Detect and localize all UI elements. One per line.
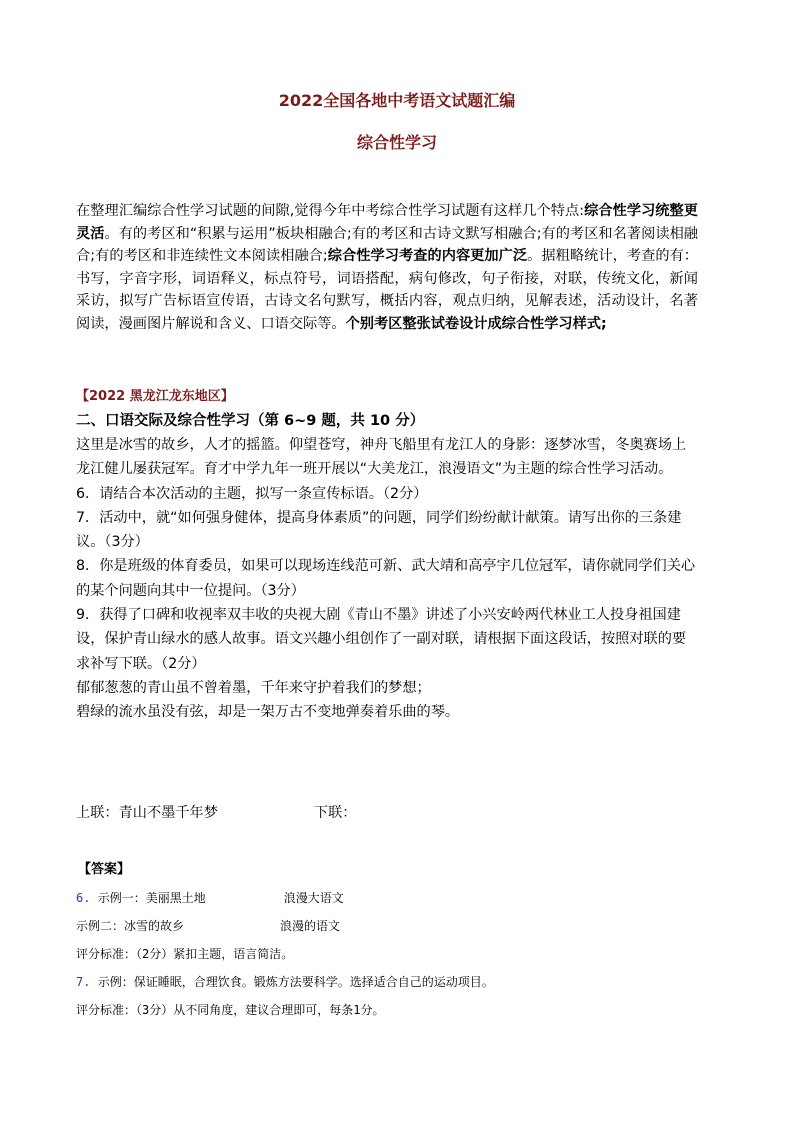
document-title: 2022全国各地中考语文试题汇编: [278, 91, 516, 110]
couplet-upper: 上联：青山不墨千年梦: [76, 805, 218, 821]
intro-bold-3: 个别考区整张试卷设计成综合性学习样式;: [345, 315, 607, 332]
answer-heading: 【答案】: [78, 862, 131, 877]
question-9: 9．获得了口碑和收视率双丰收的央视大剧《青山不墨》讲述了小兴安岭两代林业工人投身祖国建设，保护青山绿水的感人故事。语文兴趣小组创作了一副对联，请根据下面这段话，按照对联的要求补写下联。（2分）: [76, 607, 687, 672]
section-title: 二、口语交际及综合性学习（第 6~9 题，共 10 分）: [76, 413, 425, 429]
intro-text-1: 在整理汇编综合性学习试题的间隙,觉得今年中考综合性学习试题有这样几个特点:: [76, 203, 585, 219]
answer-7: [76, 973, 716, 990]
question-8: 8．你是班级的体育委员，如果可以现场连线范可新、武大靖和高亭宇几位冠军，请你就同学们关心的某个问题向其中一位提问。（3分）: [76, 558, 696, 599]
question-body: [76, 433, 698, 725]
intro-text-2: 。有的考区和“积累与运用”板块相融合;有的考区和古诗文默写相融合;有的考区和名著阅读相融合;有的考区和非连续性文本阅读相融合;: [76, 225, 698, 265]
answer-6-score: 评分标准：（2分）紧扣主题，语言简洁。: [76, 947, 294, 961]
poem-line-1: 郁郁葱葱的青山虽不曾着墨，千年来守护着我们的梦想；: [76, 679, 431, 696]
answer-7-number: 7.: [76, 975, 91, 989]
answer-6-example-1: 示例一：美丽黑土地: [97, 891, 206, 905]
answer-7-score: 评分标准：（3分）从不同角度，建议合理即可，每条1分。: [76, 1003, 385, 1017]
poem-line-2: 碧绿的流水虽没有弦，却是一架万古不变地弹奏着乐曲的琴。: [76, 704, 460, 721]
answer-7-text: 示例：保证睡眠，合理饮食。锻炼方法要科学。选择适合自己的运动项目。: [97, 975, 494, 989]
intro-bold-2: 综合性学习考查的内容更加广泛: [327, 248, 528, 265]
answer-6-line-2: [76, 917, 716, 934]
couplet-lower: 下联：: [313, 805, 357, 821]
couplet-line: [76, 802, 696, 822]
answer-6-line-1: [76, 889, 716, 906]
answer-6-example-2-b: 浪漫的语文: [280, 919, 341, 933]
intro-bold-1: 综合性学习统整更灵活: [76, 203, 698, 242]
question-7: 7．活动中，就“如何强身健体，提高身体素质”的问题，同学们纷纷献计献策。请写出你的三条建议。（3分）: [76, 509, 682, 551]
intro-text-3: 。据粗略统计，考查的有：书写，字音字形，词语释义，标点符号，词语搭配，病句修改，句子衔接，对联，传统文化，新闻采访，拟写广告标语宣传语，古诗文名句默写，概括内容，观点归纳，见解表述，活动设计，名著阅读，漫画图片解说和含义、口语交际等。: [76, 248, 698, 332]
answer-6-example-2: 示例二：冰雪的故乡: [76, 919, 185, 933]
question-6: 6．请结合本次活动的主题，拟写一条宣传标语。（2分）: [76, 485, 428, 502]
answer-6-example-1-b: 浪漫大语文: [283, 891, 344, 905]
region-label: 【2022 黑龙江龙东地区】: [76, 389, 234, 404]
passage: 这里是冰雪的故乡，人才的摇篮。仰望苍穹，神舟飞船里有龙江人的身影：逐梦冰雪，冬奥赛场上龙江健儿屡获冠军。育才中学九年一班开展以“大美龙江，浪漫语文”为主题的综合性学习活动。: [76, 437, 687, 478]
answer-6-number: 6.: [76, 891, 91, 905]
document-subtitle: 综合性学习: [356, 133, 437, 152]
intro-paragraph: [76, 200, 698, 336]
